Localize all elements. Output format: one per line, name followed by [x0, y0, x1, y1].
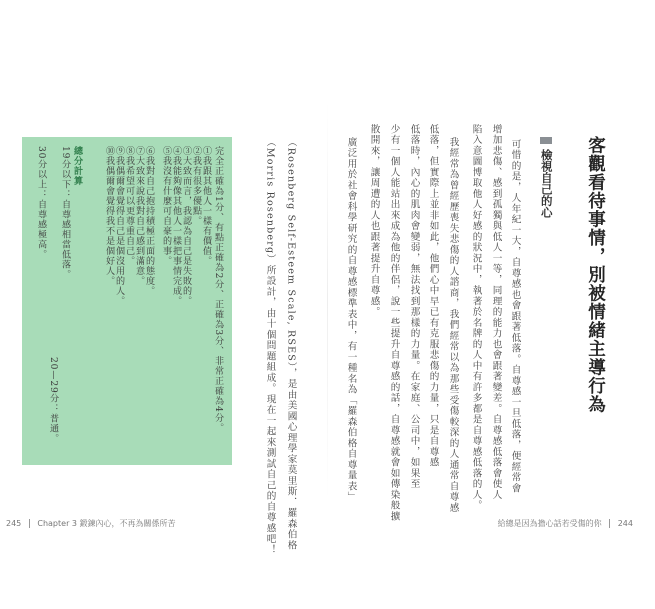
- quiz-item: ③大致而言，我認為自己是失敗的。: [181, 146, 192, 306]
- quiz-item: ①我跟其他人一樣有價值。: [201, 146, 212, 266]
- body-line: 少有一個人能站出來成為他的伴侶，說一些提升自尊感的話，自尊感就會如傳染般擴: [388, 124, 400, 522]
- score-line: 20—29分：普通。: [48, 357, 59, 444]
- body-line: 散開來，讓周遭的人也跟著提升自尊感。: [368, 124, 380, 318]
- quiz-item: ⑨我偶爾會覺得自己是個沒用的人。: [114, 146, 125, 306]
- intro-line: （Rosenberg Self-Esteem Scale, RSES），是由美國心理學家莫里斯．羅森伯格: [285, 137, 297, 551]
- quiz-box-continued: [88, 137, 158, 465]
- body-line: 陷入意圖博取他人好感的狀況中，執著於名牌的人中有許多都是自尊感低落的人。: [470, 124, 482, 511]
- left-footer: [6, 518, 176, 529]
- score-line: 30分以上：自尊感極高。: [36, 146, 47, 260]
- score-box: [22, 137, 88, 465]
- body-line: 低落，但實際上並非如此，他們心中早已有克服悲傷的力量，只是自尊感: [427, 124, 439, 468]
- quiz-instruction: 完全正確為1分、有點正確為2分、正確為3分、非常正確為4分。: [213, 146, 224, 433]
- right-page-number: 244: [617, 519, 633, 528]
- quiz-item: ⑥我對自己抱持積極正面的態度。: [144, 146, 155, 296]
- quiz-item: ④我能夠像其他人一樣把事情完成。: [171, 146, 182, 306]
- body-line: 低落時，內心的肌肉會變弱，無法找到那樣的力量。在家庭、公司中，如果至: [408, 124, 420, 490]
- quiz-box: [158, 137, 232, 465]
- quiz-item: ⑦大致來說我對自己感到滿意。: [134, 146, 145, 286]
- body-line: 廣泛用於社會科學研究的自尊感標準表中，有一種名為「羅森伯格自尊量表」: [345, 137, 357, 503]
- subhead-text: 檢視自己的心: [539, 149, 554, 218]
- footer-separator: [609, 519, 610, 528]
- book-title-footer: 給總是因為擔心話若受傷的你: [497, 519, 602, 528]
- right-footer: [498, 518, 633, 529]
- subhead: [540, 137, 552, 218]
- left-page-number: 245: [6, 519, 22, 528]
- score-header: 總分計算: [72, 146, 83, 186]
- body-line: 我經常為曾經歷喪失悲傷的人諮商，我們經常以為那些受傷較深的人通常自尊感: [447, 137, 459, 514]
- body-line: 增加悲傷、感到孤獨與低人一等，同理的能力也會跟著變差。自尊感低落會使人: [490, 124, 502, 501]
- quiz-item: ⑧我希望可以更尊重自己。: [124, 146, 135, 266]
- score-line: 19分以下：自尊感相當低落。: [60, 146, 71, 280]
- footer-separator: [29, 519, 30, 528]
- quiz-item: ⑤我沒有什麼可自豪的事。: [161, 146, 172, 266]
- quiz-item: ⑩我偶爾會覺得我不是個好人。: [104, 146, 115, 286]
- subhead-marker: [540, 137, 552, 144]
- section-title: 客觀看待事情，別被情緒主導行為: [585, 136, 606, 414]
- chapter-title: 鍛鍊內心，不再為關係所苦: [79, 519, 176, 528]
- chapter-label: Chapter 3: [37, 519, 77, 528]
- page-gutter: [327, 100, 328, 500]
- intro-line: （Morris Rosenberg）所設計，由十個問題組成。現在一起來測試自己的自尊感吧！: [264, 137, 276, 556]
- body-line: 可惜的是，人年紀一大，自尊感也會跟著低落。自尊感一旦低落，便經常會: [509, 139, 521, 494]
- quiz-item: ②我有很多優點。: [191, 146, 202, 226]
